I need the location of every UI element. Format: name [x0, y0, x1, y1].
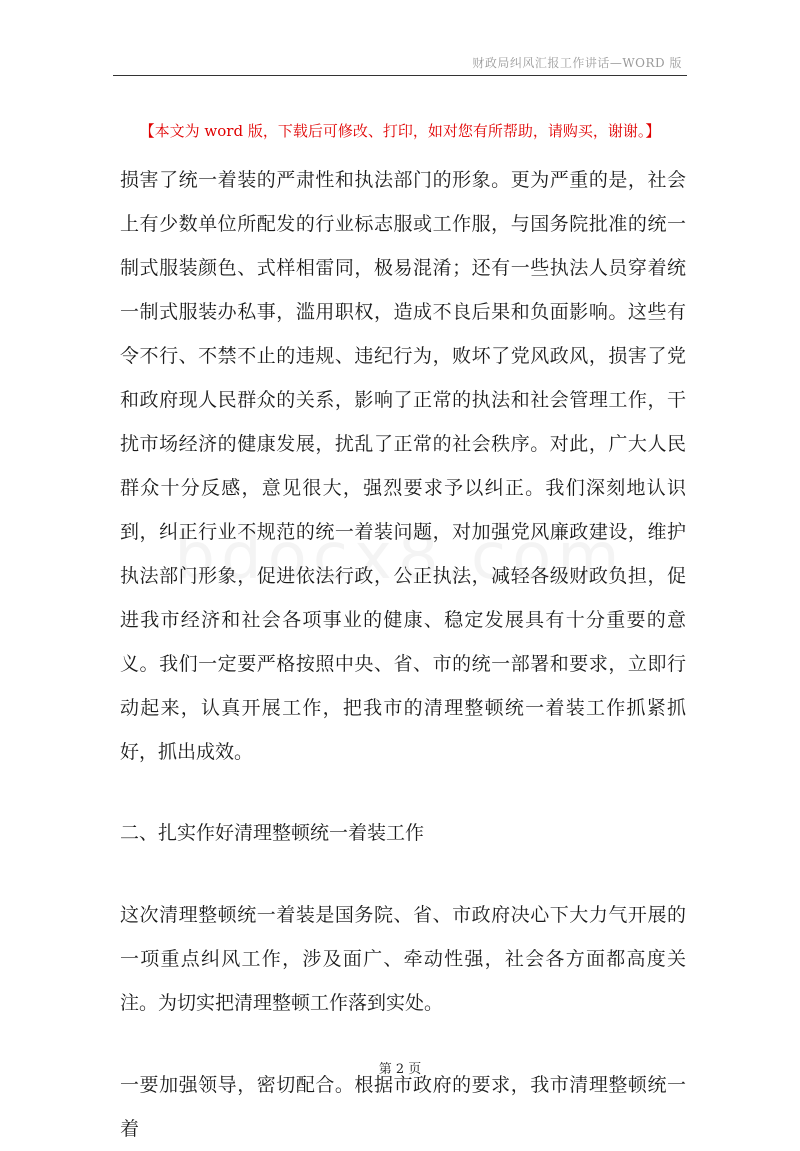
section-heading: 二、扎实作好清理整顿统一着装工作 [120, 822, 425, 844]
document-body [120, 158, 686, 1151]
download-notice: 【本文为 word 版，下载后可修改、打印，如对您有所帮助，请购买，谢谢。】 [139, 122, 661, 140]
running-header-title: 财政局纠风汇报工作讲话—WORD 版 [472, 56, 682, 70]
body-paragraph: 损害了统一着装的严肃性和执法部门的形象。更为严重的是，社会上有少数单位所配发的行业标志服或工作服，与国务院批准的统一制式服装颜色、式样相雷同，极易混淆；还有一些执法人员穿着统一制式服装办私事，滥用职权，造成不良后果和负面影响。这些有令不行、不禁不止的违规、违纪行为，败坏了党风政风，损害了党和政府现人民群众的关系，影响了正常的执法和社会管理工作，干扰市场经济的健康发展，扰乱了正常的社会秩序。对此，广大人民群众十分反感，意见很大，强烈要求予以纠正。我们深刻地认识到，纠正行业不规范的统一着装问题，对加强党风廉政建设，维护执法部门形象，促进依法行政，公正执法，减轻各级财政负担，促进我市经济和社会各项事业的健康、稳定发展具有十分重要的意义。我们一定要严格按照中央、省、市的统一部署和要求，立即行动起来，认真开展工作，把我市的清理整顿统一着装工作抓紧抓好，抓出成效。 [120, 169, 686, 763]
header-divider [113, 75, 687, 76]
body-paragraph: 一要加强领导，密切配合。根据市政府的要求，我市清理整顿统一着 [120, 1074, 686, 1140]
body-paragraph: 这次清理整顿统一着装是国务院、省、市政府决心下大力气开展的一项重点纠风工作，涉及面广、牵动性强，社会各方面都高度关注。为切实把清理整顿工作落到实处。 [120, 904, 686, 1014]
page-number: 第 2 页 [378, 1062, 422, 1077]
